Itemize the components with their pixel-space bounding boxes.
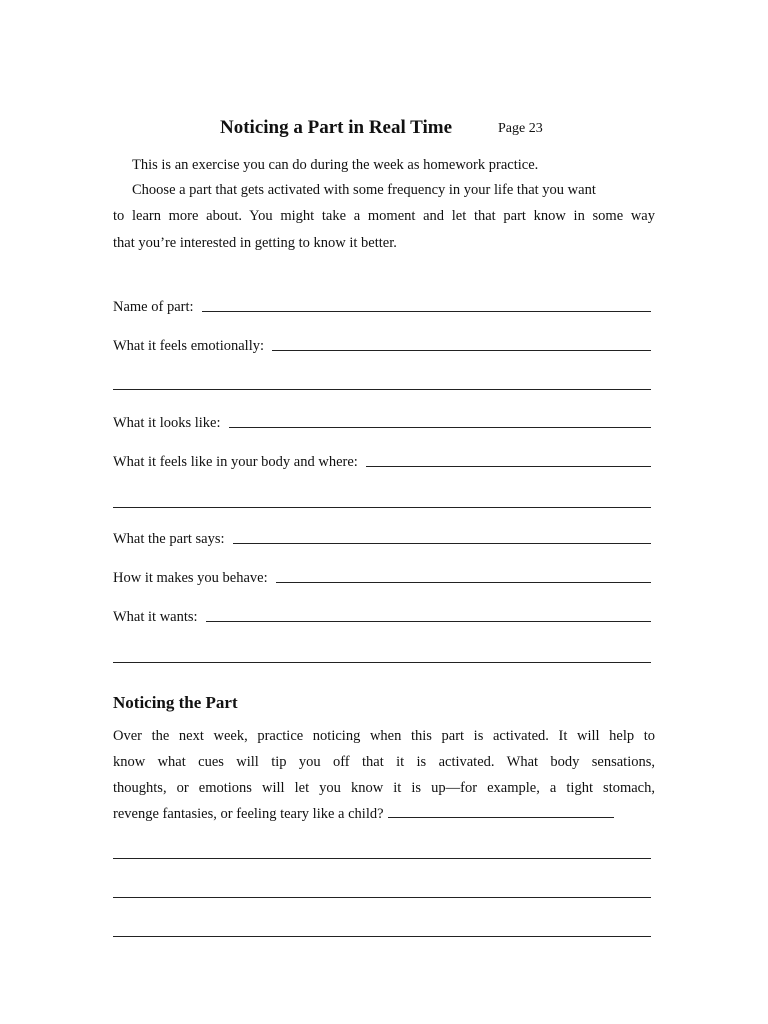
field-name-of-part[interactable] — [113, 299, 651, 316]
answer-line[interactable] — [113, 389, 651, 390]
answer-line[interactable] — [113, 936, 651, 937]
answer-line[interactable] — [206, 621, 651, 622]
field-part-says[interactable] — [113, 531, 651, 548]
section-line-2: know what cues will tip you off that it is activated. What body sensations, — [113, 754, 655, 770]
answer-line[interactable] — [272, 350, 651, 351]
field-label: What it feels emotionally: — [113, 338, 264, 354]
answer-line[interactable] — [113, 662, 651, 663]
answer-line[interactable] — [388, 817, 614, 818]
field-label: What it wants: — [113, 609, 198, 625]
field-label: How it makes you behave: — [113, 570, 268, 586]
field-what-it-wants[interactable] — [113, 609, 651, 626]
answer-line[interactable] — [113, 858, 651, 859]
section-line-4-text: revenge fantasies, or feeling teary like a child? — [113, 806, 384, 822]
answer-line[interactable] — [229, 427, 651, 428]
field-label: What it feels like in your body and where: — [113, 454, 358, 470]
field-body-where[interactable] — [113, 454, 651, 471]
field-label: What the part says: — [113, 531, 225, 547]
field-feels-emotionally[interactable] — [113, 338, 651, 355]
intro-line-2: Choose a part that gets activated with some frequency in your life that you want — [132, 182, 596, 198]
field-label: Name of part: — [113, 299, 194, 315]
section-heading: Noticing the Part — [113, 693, 238, 712]
answer-line[interactable] — [366, 466, 651, 467]
page-number: Page 23 — [498, 121, 543, 136]
field-looks-like[interactable] — [113, 415, 651, 432]
field-makes-you-behave[interactable] — [113, 570, 651, 587]
intro-line-3: to learn more about. You might take a moment and let that part know in some way — [113, 208, 655, 224]
answer-line[interactable] — [233, 543, 651, 544]
field-label: What it looks like: — [113, 415, 221, 431]
intro-line-1: This is an exercise you can do during the week as homework practice. — [132, 157, 539, 173]
answer-line[interactable] — [202, 311, 651, 312]
section-line-4 — [113, 806, 614, 823]
page-title: Noticing a Part in Real Time — [220, 117, 453, 138]
answer-line[interactable] — [113, 897, 651, 898]
answer-line[interactable] — [113, 507, 651, 508]
section-line-3: thoughts, or emotions will let you know it is up—for example, a tight stomach, — [113, 780, 655, 796]
intro-line-4: that you’re interested in getting to know it better. — [113, 235, 397, 251]
answer-line[interactable] — [276, 582, 651, 583]
section-line-1: Over the next week, practice noticing when this part is activated. It will help to — [113, 728, 655, 744]
